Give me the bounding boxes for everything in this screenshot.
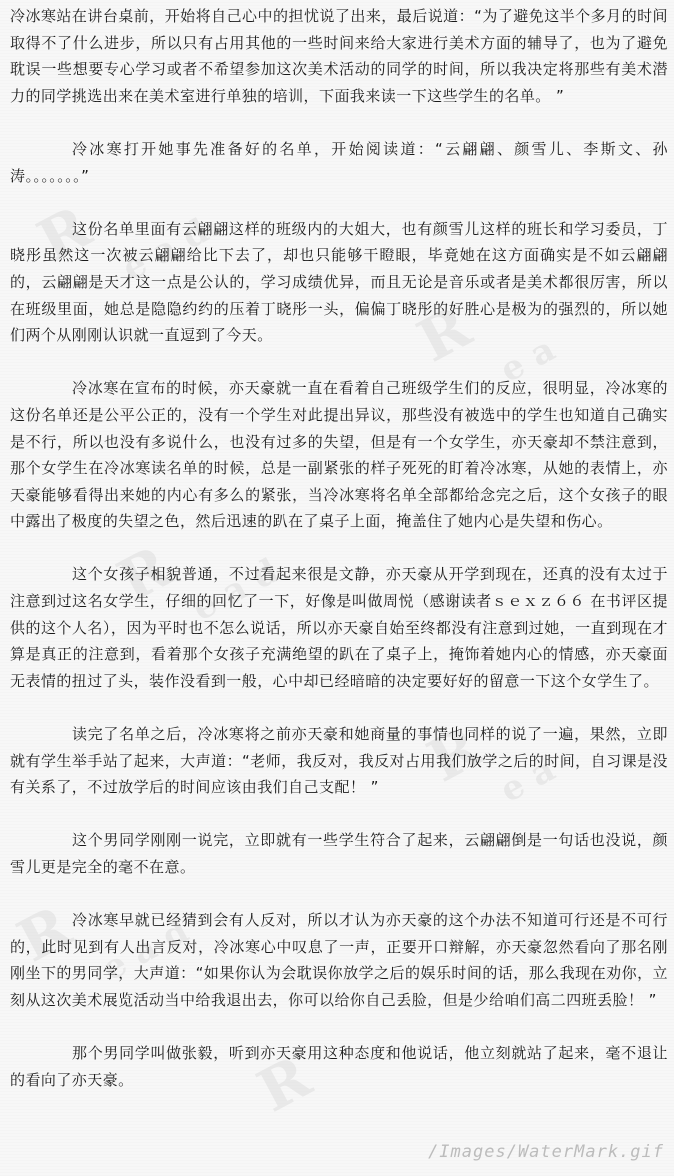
paragraph-1: 冷冰寒站在讲台桌前，开始将自己心中的担忧说了出来，最后说道：“为了避免这半个多月的时间取得不了什么进步，所以只有占用其他的一些时间来给大家进行美术方面的辅导了，也为了避免耽误一些想要专心学习或者不希望参加这次美术活动的同学的时间，所以我决定将那些有美术潜力的同学挑选出来在美术室进行单独的培训，下面我来读一下这些学生的名单。 ” <box>10 7 668 105</box>
paragraph-2: 冷冰寒打开她事先准备好的名单，开始阅读道：“云翩翩、颜雪儿、李斯文、孙涛。。。。。。。” <box>10 139 668 185</box>
paragraph-7: 这个男同学刚刚一说完，立即就有一些学生符合了起来，云翩翩倒是一句话也没说，颜雪儿更是完全的毫不在意。 <box>10 831 668 876</box>
paragraph-8: 冷冰寒早就已经猜到会有人反对，所以才认为亦天豪的这个办法不知道可行还是不可行的，此时见到有人出言反对，冷冰寒心中叹息了一声，正要开口辩解，亦天豪忽然看向了那名刚刚坐下的男同学，大声道：“如果你认为会耽误你放学之后的娱乐时间的话，那么我现在劝你，立刻从这次美术展览活动当中给我退出去，你可以给你自己丢脸，但是少给咱们高二四班丢脸！ ” <box>10 911 668 1009</box>
footer-watermark-text: /Images/WaterMark.gif <box>428 1142 664 1162</box>
paragraph-6: 读完了名单之后，冷冰寒将之前亦天豪和她商量的事情也同样的说了一遍，果然，立即就有学生举手站了起来，大声道：“老师，我反对，我反对占用我们放学之后的时间，自习课是没有关系了，不过放学后的时间应该由我们自己支配！ ” <box>10 725 668 797</box>
watermark-pattern: R e a d R e a R e a d R e a R e a d R <box>6 192 562 1126</box>
article-body <box>10 3 668 1093</box>
paragraph-3: 这份名单里面有云翩翩这样的班级内的大姐大，也有颜雪儿这样的班长和学习委员，丁晓彤虽然这一次被云翩翩给比下去了，却也只能够干瞪眼，毕竟她在这方面确实是不如云翩翩的，云翩翩是天才这一点是公认的，学习成绩优异，而且无论是音乐或者是美术都很厉害，所以在班级里面，她总是隐隐约约的压着丁晓彤一头，偏偏丁晓彤的好胜心是极为的强烈的，所以她们两个从刚刚认识就一直逗到了今天。 <box>10 219 668 345</box>
paragraph-5: 这个女孩子相貌普通，不过看起来很是文静，亦天豪从开学到现在，还真的没有太过于注意到过这名女学生，仔细的回忆了一下，好像是叫做周悦（感谢读者ｓｅｘｚ６６ 在书评区提供的这个人名），因为平时也不怎么说话，所以亦天豪自始至终都没有注意到过她，一直到现在才算是真正的注意到，看着那个女孩子充满绝望的趴在了桌子上，掩饰着她内心的情感，亦天豪面无表情的扭过了头，装作没看到一般，心中却已经暗暗的决定要好好的留意一下这个女学生了。 <box>10 565 668 690</box>
paragraph-9: 那个男同学叫做张毅，听到亦天豪用这种态度和他说话，他立刻就站了起来，毫不退让的看向了亦天豪。 <box>10 1044 668 1089</box>
paragraph-4: 冷冰寒在宣布的时候，亦天豪就一直在看着自己班级学生们的反应，很明显，冷冰寒的这份名单还是公平公正的，没有一个学生对此提出异议，那些没有被选中的学生也知道自己确实是不行，所以也没有多说什么，也没有过多的失望，但是有一个女学生，亦天豪却不禁注意到，那个女学生在冷冰寒读名单的时候，总是一副紧张的样子死死的盯着冷冰寒，从她的表情上，亦天豪能够看得出来她的内心有多么的紧张，当冷冰寒将名单全部都给念完之后，这个女孩子的眼中露出了极度的失望之色，然后迅速的趴在了桌子上面，掩盖住了她内心是失望和伤心。 <box>10 379 668 531</box>
